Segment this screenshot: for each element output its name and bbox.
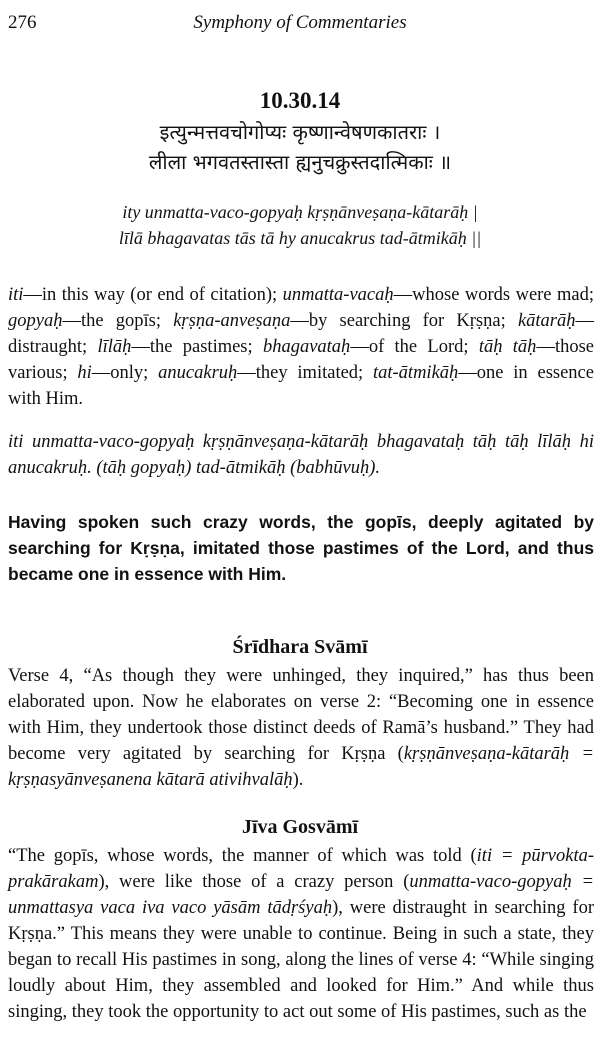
synonym-meaning: —distraught;	[8, 311, 594, 357]
transliteration-line-1: ity unmatta-vaco-gopyaḥ kṛṣṇānveṣaṇa-kātarāḥ |	[122, 202, 478, 222]
prose-order: iti unmatta-vaco-gopyaḥ kṛṣṇānveṣaṇa-kātarāḥ bhagavataḥ tāḥ tāḥ līlāḥ hi anucakruḥ. (tāḥ gopyaḥ) tad-ātmikāḥ (babhūvuḥ).	[8, 432, 594, 478]
commentary-heading-sridhara: Śrīdhara Svāmī	[232, 636, 368, 658]
synonym-term: unmatta-vacaḥ	[282, 285, 394, 305]
synonym-meaning: —the gopīs;	[62, 311, 174, 331]
translation: Having spoken such crazy words, the gopīs, deeply agitated by searching for Kṛṣṇa, imitated those pastimes of the Lord, and thus became one in essence with Him.	[8, 512, 594, 584]
commentary-text: ), were distraught in searching for Kṛṣṇa.” This means they were unable to continue. Being in such a state, they began to recall His pastimes in song, along the lines of verse 4: “While singing loudly about Him, they assembled and looked for Him.” And while thus singing, they took the opportunity to act out some of His pastimes, such as the	[8, 898, 594, 1022]
commentary-heading-jiva: Jīva Gosvāmī	[241, 816, 359, 838]
synonym-meaning: —they imitated;	[237, 363, 373, 383]
commentary-citation: iti = pūrvokta-prakārakam	[8, 846, 594, 892]
commentary-sridhara	[8, 663, 594, 793]
commentary-citation: kṛṣṇānveṣaṇa-kātarāḥ = kṛṣṇasyānveṣanena kātarā ativihvalāḥ	[8, 744, 594, 790]
synonym-term: bhagavataḥ	[262, 337, 351, 357]
synonym-term: kṛṣṇa-anveṣaṇa	[173, 311, 291, 331]
commentary-text: “The gopīs, whose words, the manner of which was told (	[8, 846, 477, 866]
synonym-meaning: —by searching for Kṛṣṇa;	[290, 311, 518, 331]
commentary-jiva	[8, 843, 594, 1025]
running-head	[8, 12, 592, 42]
synonym-meaning: —only;	[91, 363, 159, 383]
synonym-meaning: —those various;	[8, 337, 594, 383]
synonym-term: hi	[77, 363, 92, 383]
synonym-meaning: —one in essence with Him.	[8, 363, 594, 409]
commentary-citation: unmatta-vaco-gopyaḥ = unmattasya vaca iva vaco yāsām tādṛśyaḥ	[8, 872, 594, 918]
commentary-text: ), were like those of a crazy person (	[98, 872, 410, 892]
word-for-word-synonyms	[8, 282, 594, 412]
synonym-term: tat-ātmikāḥ	[372, 363, 459, 383]
verse-number: 10.30.14	[259, 88, 341, 113]
synonym-term: kātarāḥ	[517, 311, 576, 331]
sanskrit-line-1: इत्युन्मत्तवचोगोप्यः कृष्णान्वेषणकातराः ।	[159, 120, 441, 144]
synonym-meaning: —of the Lord;	[350, 337, 479, 357]
synonym-term: tāḥ tāḥ	[478, 337, 537, 357]
transliteration-line-2: līlā bhagavatas tās tā hy anucakrus tad-ātmikāḥ ||	[118, 228, 482, 248]
commentary-text: ).	[292, 770, 304, 790]
synonym-meaning: —the pastimes;	[131, 337, 263, 357]
synonym-meaning: —whose words were mad;	[393, 285, 594, 305]
synonym-term: iti	[8, 285, 24, 305]
commentary-text: Verse 4, “As though they were unhinged, they inquired,” has thus been elaborated upon. Now he elaborates on verse 2: “Becoming one in essence with Him, they undertook those distinct deeds of Ramā’s husband.” They had become very agitated by searching for Kṛṣṇa (	[8, 666, 594, 764]
running-title: Symphony of Commentaries	[193, 12, 407, 33]
synonym-term: gopyaḥ	[8, 311, 63, 331]
page-number: 276	[8, 12, 37, 33]
sanskrit-line-2: लीला भगवतस्तास्ता ह्यनुचक्रुस्तदात्मिकाः ॥	[148, 150, 452, 174]
synonym-term: līlāḥ	[97, 337, 132, 357]
synonym-term: anucakruḥ	[158, 363, 238, 383]
synonym-meaning: —in this way (or end of citation);	[23, 285, 283, 305]
